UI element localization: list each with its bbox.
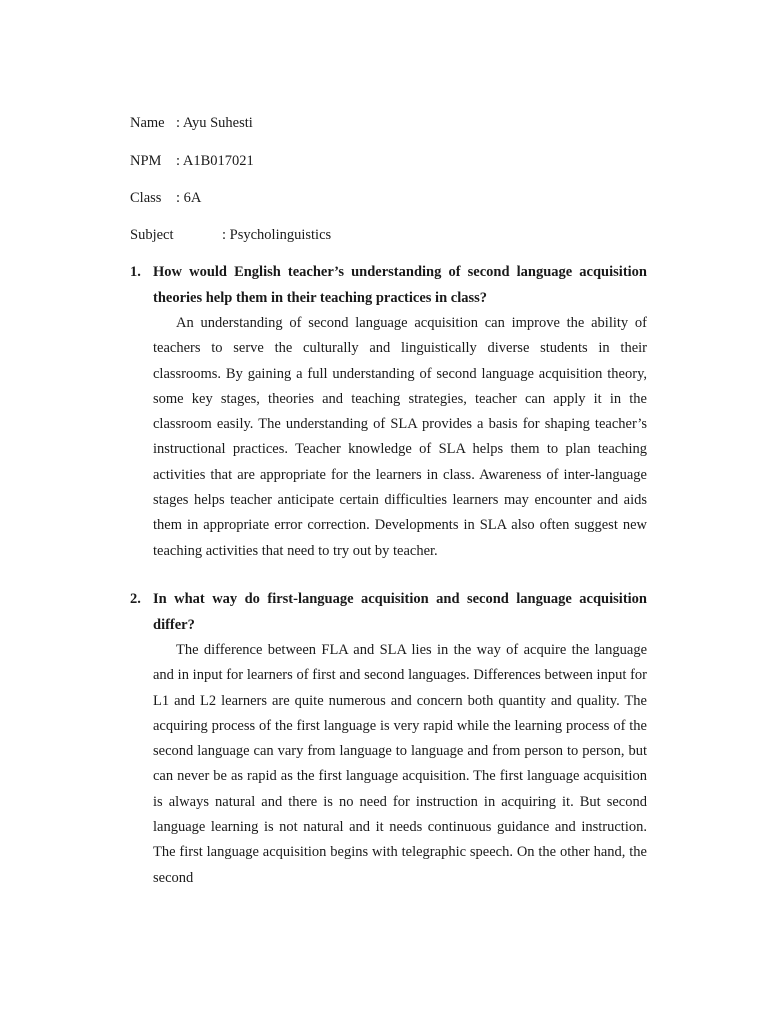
name-row <box>130 113 253 133</box>
name-value: : Ayu Suhesti <box>176 115 253 131</box>
class-row <box>130 188 201 208</box>
question-1-answer: An understanding of second language acquisition can improve the ability of teachers to serve the culturally and linguistically diverse students in their classrooms. By gaining a full understanding of second language acquisition theory, some key stages, theories and teaching strategies, teacher can apply it in the classroom easily. The understanding of SLA provides a basis for shaping teacher’s instructional practices. Teacher knowledge of SLA helps them to plan teaching activities that are appropriate for the learners in class. Awareness of inter-language stages helps teacher anticipate certain difficulties learners may encounter and aids them in appropriate error correction. Developments in SLA also often suggest new teaching activities that need to try out by teacher. <box>153 315 647 559</box>
class-value: : 6A <box>176 190 202 206</box>
question-1-text: How would English teacher’s understanding of second language acquisition theories help them in their teaching practices in class? <box>153 264 647 306</box>
question-2 <box>130 586 647 891</box>
subject-label: Subject <box>130 227 174 243</box>
question-2-number: 2. <box>130 591 141 607</box>
question-2-text: In what way do first-language acquisition and second language acquisition differ? <box>153 591 647 633</box>
npm-value: : A1B017021 <box>176 153 254 169</box>
subject-value: : Psycholinguistics <box>222 227 332 243</box>
subject-row <box>130 225 331 245</box>
name-label: Name <box>130 115 165 131</box>
class-label: Class <box>130 190 162 206</box>
npm-row <box>130 151 254 171</box>
question-2-answer: The difference between FLA and SLA lies in the way of acquire the language and in input for learners of first and second languages. Differences between input for L1 and L2 learners are quite numerous and concern both quantity and quality. The acquiring process of the first language is very rapid while the learning process of the second language can vary from language to language and from person to person, but can never be as rapid as the first language acquisition. The first language acquisition is always natural and there is no need for instruction in acquiring it. But second language learning is not natural and it needs continuous guidance and instruction. The first language acquisition begins with telegraphic speech. On the other hand, the second <box>153 642 647 886</box>
npm-label: NPM <box>130 153 162 169</box>
question-1 <box>130 259 647 564</box>
question-1-number: 1. <box>130 264 141 280</box>
